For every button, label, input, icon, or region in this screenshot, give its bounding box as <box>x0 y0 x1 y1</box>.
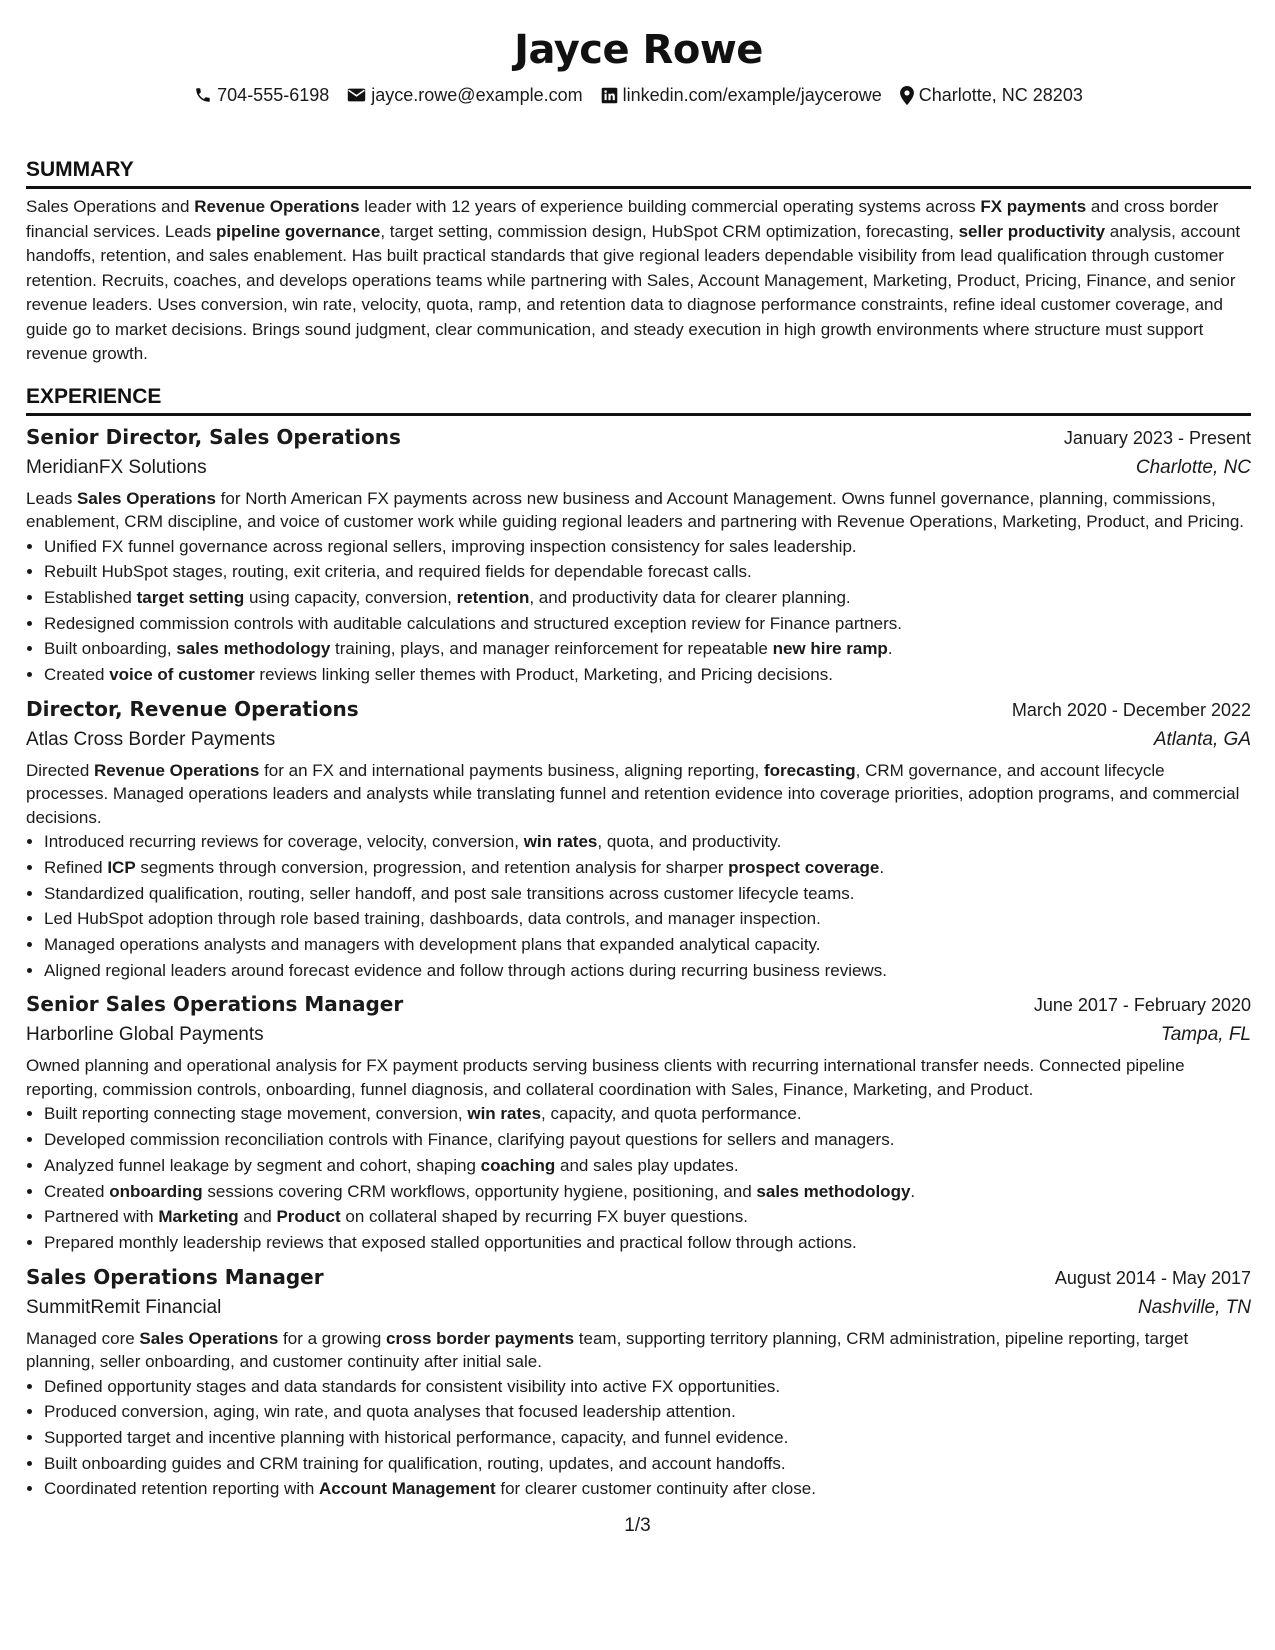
text-segment: Developed commission reconciliation controls with Finance, clarifying payout questions for sellers and managers. <box>44 1130 895 1150</box>
job-subheader <box>26 725 1251 755</box>
bullet-item <box>44 1127 1251 1153</box>
text-segment: Prepared monthly leadership reviews that exposed stalled opportunities and practical follow through actions. <box>44 1232 857 1252</box>
bullet-item <box>44 855 1251 881</box>
text-segment: and <box>238 1207 277 1227</box>
text-segment: Introduced recurring reviews for coverage, velocity, conversion, <box>44 832 524 852</box>
job-dates: January 2023 - Present <box>1063 427 1251 448</box>
bullet-item <box>44 559 1251 585</box>
text-segment: using capacity, conversion, <box>244 587 457 607</box>
bold-text: Sales Operations <box>77 488 216 508</box>
bullet-item <box>44 1204 1251 1230</box>
bullet-item <box>44 1153 1251 1179</box>
bullet-item <box>44 534 1251 560</box>
bold-text: onboarding <box>109 1181 203 1201</box>
text-segment: Produced conversion, aging, win rate, and quota analyses that focused leadership attention. <box>44 1402 736 1422</box>
text-segment: , and productivity data for clearer planning. <box>529 587 851 607</box>
text-segment: on collateral shaped by recurring FX buyer questions. <box>340 1207 748 1227</box>
linkedin-icon <box>601 87 618 104</box>
bullet-item <box>44 611 1251 637</box>
bold-text: voice of customer <box>109 665 255 685</box>
job-description <box>26 759 1251 830</box>
text-segment: and sales play updates. <box>555 1155 739 1175</box>
bullet-item <box>44 1374 1251 1400</box>
summary-text <box>26 195 1251 367</box>
job-entry <box>26 422 1251 688</box>
job-bullets <box>26 534 1251 688</box>
job-subheader <box>26 1293 1251 1323</box>
bullet-item <box>44 932 1251 958</box>
bold-text: Revenue Operations <box>94 760 260 780</box>
text-segment: , target setting, commission design, HubSpot CRM optimization, forecasting, <box>380 221 959 241</box>
text-segment: Led HubSpot adoption through role based training, dashboards, data controls, and manager inspection. <box>44 909 821 929</box>
bullet-item <box>44 1399 1251 1425</box>
job-entry <box>26 989 1251 1255</box>
company-name: Harborline Global Payments <box>26 1024 264 1046</box>
text-segment: , capacity, and quota performance. <box>541 1104 802 1124</box>
experience-heading: EXPERIENCE <box>26 383 1251 416</box>
bold-text: forecasting <box>764 760 856 780</box>
job-header <box>26 1262 1251 1293</box>
text-segment: , CRM governance, and account lifecycle processes. Managed operations leaders and analysts while translating funnel and retention evidence into coverage priorities, adoption programs, and commercial decisions. <box>26 760 1240 827</box>
bold-text: sales methodology <box>176 639 331 659</box>
text-segment: Built onboarding guides and CRM training for qualification, routing, updates, and account handoffs. <box>44 1453 786 1473</box>
job-header <box>26 989 1251 1020</box>
text-segment: Analyzed funnel leakage by segment and cohort, shaping <box>44 1155 481 1175</box>
bullet-item <box>44 906 1251 932</box>
text-segment: Created <box>44 1181 110 1201</box>
text-segment: Defined opportunity stages and data standards for consistent visibility into active FX opportunities. <box>44 1376 781 1396</box>
job-title: Senior Director, Sales Operations <box>26 424 401 449</box>
text-segment: Unified FX funnel governance across regional sellers, improving inspection consistency for sales leadership. <box>44 536 857 556</box>
bullet-item <box>44 958 1251 984</box>
text-segment: segments through conversion, progression, and retention analysis for sharper <box>135 857 729 877</box>
contact-phone-text: 704-555-6198 <box>217 85 330 105</box>
contact-location <box>900 82 1083 108</box>
bold-text: target setting <box>136 587 245 607</box>
text-segment: Built reporting connecting stage movement, conversion, <box>44 1104 468 1124</box>
company-name: SummitRemit Financial <box>26 1296 222 1318</box>
text-segment: Rebuilt HubSpot stages, routing, exit criteria, and required fields for dependable forecast calls. <box>44 562 752 582</box>
bold-text: Marketing <box>158 1207 239 1227</box>
candidate-name: Jayce Rowe <box>514 27 763 73</box>
text-segment: Sales Operations and <box>26 197 195 216</box>
bold-text: seller productivity <box>958 221 1106 241</box>
bullet-item <box>44 1476 1251 1502</box>
text-segment: reviews linking seller themes with Product, Marketing, and Pricing decisions. <box>254 665 833 685</box>
bold-text: win rates <box>467 1104 542 1124</box>
job-subheader <box>26 453 1251 483</box>
text-segment: Supported target and incentive planning with historical performance, capacity, and funnel evidence. <box>44 1428 789 1448</box>
text-segment: analysis, account handoffs, retention, and sales enablement. Has built practical standards that give regional leaders dependable visibility from lead qualification through customer retention. Recruits, coaches, and develops operations teams while partnering with Sales, Account Management, Marketing, Product, Pricing, Finance, and senior revenue leaders. Uses conversion, win rate, velocity, quota, ramp, and retention data to diagnose performance constraints, refine ideal customer coverage, and guide go to market decisions. Brings sound judgment, clear communication, and steady execution in high growth environments where structure must support revenue growth. <box>26 221 1241 363</box>
text-segment: , quota, and productivity. <box>597 832 782 852</box>
job-location: Tampa, FL <box>1160 1024 1251 1046</box>
bullet-item <box>44 636 1251 662</box>
text-segment: for an FX and international payments business, aligning reporting, <box>259 760 764 780</box>
bold-text: Revenue Operations <box>194 197 360 216</box>
experience-section <box>26 383 1251 1503</box>
bullet-item <box>44 829 1251 855</box>
bold-text: Product <box>276 1207 341 1227</box>
bullet-item <box>44 1179 1251 1205</box>
contact-email-text[interactable]: jayce.rowe@example.com <box>371 85 583 105</box>
bold-text: coaching <box>480 1155 556 1175</box>
text-segment: . <box>887 639 893 659</box>
job-header <box>26 422 1251 453</box>
text-segment: training, plays, and manager reinforcement for repeatable <box>330 639 773 659</box>
text-segment: for clearer customer continuity after close. <box>495 1479 816 1499</box>
text-segment: team, supporting territory planning, CRM administration, pipeline reporting, target planning, seller onboarding, and customer continuity after initial sale. <box>26 1328 1189 1372</box>
job-title: Senior Sales Operations Manager <box>26 992 404 1017</box>
bullet-item <box>44 1425 1251 1451</box>
bold-text: cross border payments <box>386 1328 575 1348</box>
text-segment: Redesigned commission controls with auditable calculations and structured exception review for Finance partners. <box>44 613 902 633</box>
job-bullets <box>26 829 1251 983</box>
text-segment: Directed <box>26 760 95 780</box>
job-location: Charlotte, NC <box>1135 456 1251 478</box>
bold-text: Sales Operations <box>139 1328 279 1348</box>
job-bullets <box>26 1374 1251 1503</box>
job-location: Atlanta, GA <box>1153 728 1251 750</box>
job-description <box>26 1054 1251 1101</box>
bullet-item <box>44 662 1251 688</box>
bullet-item <box>44 881 1251 907</box>
map-pin-icon <box>900 86 914 105</box>
text-segment: Coordinated retention reporting with <box>44 1479 319 1499</box>
job-title: Director, Revenue Operations <box>26 696 359 721</box>
text-segment: Created <box>44 665 110 685</box>
contact-linkedin-text[interactable]: linkedin.com/example/jaycerowe <box>622 85 882 105</box>
job-dates: August 2014 - May 2017 <box>1054 1267 1251 1288</box>
job-entry <box>26 694 1251 984</box>
text-segment: Built onboarding, <box>44 639 177 659</box>
job-header <box>26 694 1251 725</box>
text-segment: leader with 12 years of experience building commercial operating systems across <box>359 197 981 216</box>
text-segment: Established <box>44 587 137 607</box>
text-segment: Managed operations analysts and managers with development plans that expanded analytical capacity. <box>44 935 821 955</box>
bold-text: FX payments <box>980 197 1087 216</box>
contact-phone <box>194 82 329 108</box>
jobs-list <box>26 422 1251 1503</box>
job-dates: June 2017 - February 2020 <box>1033 995 1251 1016</box>
text-segment: Aligned regional leaders around forecast evidence and follow through actions during recurring business reviews. <box>44 960 887 980</box>
bold-text: pipeline governance <box>215 221 381 241</box>
job-entry <box>26 1262 1251 1503</box>
text-segment: for a growing <box>278 1328 387 1348</box>
bold-text: Account Management <box>319 1479 496 1499</box>
text-segment: Refined <box>44 857 108 877</box>
bold-text: retention <box>456 587 530 607</box>
bold-text: sales methodology <box>756 1181 911 1201</box>
text-segment: Standardized qualification, routing, seller handoff, and post sale transitions across customer lifecycle teams. <box>44 883 855 903</box>
summary-section <box>26 156 1251 367</box>
text-segment: for North American FX payments across new business and Account Management. Owns funnel governance, planning, commissions, enablement, CRM discipline, and voice of customer work while guiding regional leaders and partnering with Revenue Operations, Marketing, Product, and Pricing. <box>26 488 1245 531</box>
contact-email[interactable] <box>347 82 582 108</box>
bullet-item <box>44 585 1251 611</box>
contact-location-text: Charlotte, NC 28203 <box>918 85 1083 105</box>
text-segment: Managed core <box>26 1328 140 1348</box>
bold-text: win rates <box>523 832 598 852</box>
text-segment: . <box>879 857 885 877</box>
envelope-icon <box>347 87 366 103</box>
bold-text: new hire ramp <box>772 639 888 659</box>
bullet-item <box>44 1101 1251 1127</box>
text-segment: and cross border financial services. Leads <box>26 197 1219 241</box>
phone-icon <box>194 86 212 104</box>
text-segment: Owned planning and operational analysis for FX payment products serving business clients with recurring international transfer needs. Connected pipeline reporting, commission controls, onboarding, funnel diagnosis, and collateral coordination with Sales, Finance, Marketing, and Product. <box>26 1056 1185 1099</box>
contact-linkedin[interactable] <box>601 82 882 108</box>
bold-text: prospect coverage <box>728 857 880 877</box>
summary-heading: SUMMARY <box>26 156 1251 189</box>
page-number: 1/3 <box>624 1515 651 1536</box>
text-segment: Partnered with <box>44 1207 159 1227</box>
job-bullets <box>26 1101 1251 1255</box>
job-subheader <box>26 1020 1251 1050</box>
text-segment: sessions covering CRM workflows, opportunity hygiene, positioning, and <box>202 1181 757 1201</box>
bullet-item <box>44 1230 1251 1256</box>
company-name: Atlas Cross Border Payments <box>26 728 276 750</box>
text-segment: Leads <box>26 488 78 508</box>
job-description <box>26 1327 1251 1374</box>
resume-page <box>26 0 1251 1502</box>
bold-text: ICP <box>107 857 136 877</box>
contact-bar <box>26 82 1251 108</box>
job-location: Nashville, TN <box>1138 1296 1251 1318</box>
company-name: MeridianFX Solutions <box>26 456 207 478</box>
text-segment: . <box>910 1181 916 1201</box>
job-title: Sales Operations Manager <box>26 1264 324 1289</box>
bullet-item <box>44 1451 1251 1477</box>
job-description <box>26 487 1251 534</box>
job-dates: March 2020 - December 2022 <box>1011 699 1251 720</box>
